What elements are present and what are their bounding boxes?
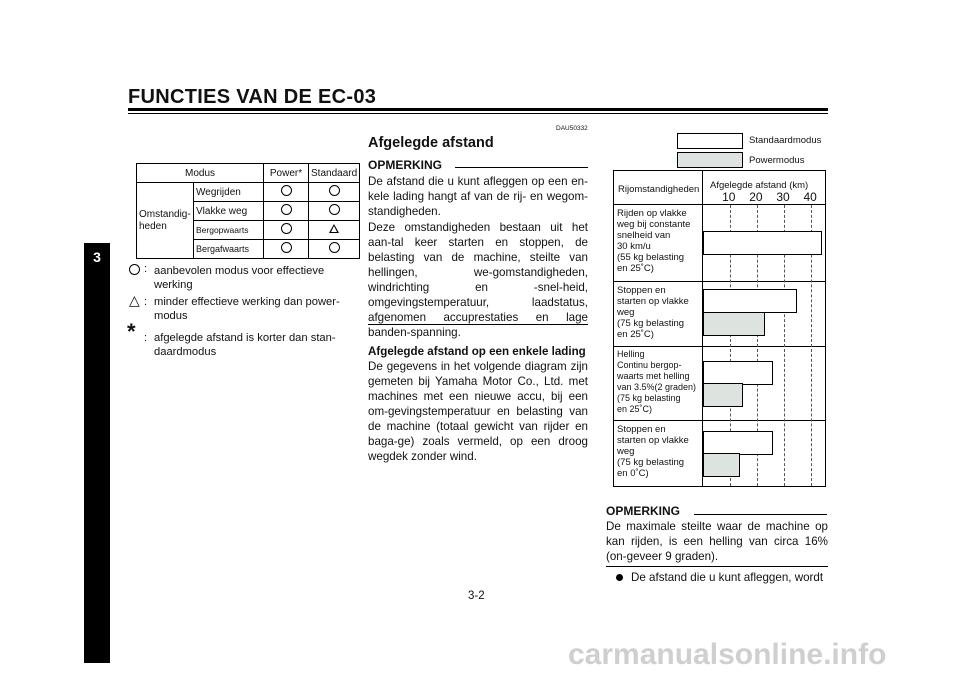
bar-standard <box>703 361 773 385</box>
bar-standard <box>703 231 822 255</box>
title-rule-thin <box>128 113 828 114</box>
conditions-label: Omstandig- heden <box>137 183 194 259</box>
legend-standard-label: Standaardmodus <box>749 135 822 146</box>
circle-icon <box>329 185 340 196</box>
note-rule-2 <box>694 514 827 515</box>
distance-chart <box>613 170 826 487</box>
right-paragraph: De maximale steilte waar de machine op kan rijden, is een helling van circa 16% (on-geveer 9 graden). <box>606 520 828 563</box>
asterisk-icon: * <box>127 319 136 344</box>
chapter-number: 3 <box>93 249 101 265</box>
triangle-icon: △ <box>129 292 140 308</box>
power-header: Power* <box>264 164 309 183</box>
row-line <box>614 420 825 421</box>
circle-icon <box>281 204 292 215</box>
row-label: Bergafwaarts <box>194 240 264 259</box>
bar-power <box>703 312 765 336</box>
paragraph-3: De gegevens in het volgende diagram zijn gemeten bij Yamaha Motor Co., Ltd. met machines met een nieuwe accu, bij een om-gevingstemperatuur en belasting van de machine (totaal gewicht van rijder en baga-ge) zoals vermeld, op een droog wegdek zonder wind. <box>368 360 588 463</box>
section-heading: Afgelegde afstand <box>368 135 494 151</box>
row-line <box>614 346 825 347</box>
circle-icon <box>281 223 292 234</box>
bar-standard <box>703 289 797 313</box>
circle-icon <box>329 204 340 215</box>
subheading: Afgelegde afstand op een enkele lading <box>368 345 586 358</box>
category-label: Stoppen en starten op vlakke weg (75 kg belasting en 0˚C) <box>617 424 689 479</box>
circle-icon <box>281 185 292 196</box>
circle-icon <box>329 242 340 253</box>
paragraph-2: Deze omstandigheden bestaan uit het aan-tal keer starten en stoppen, de belasting van de machine, steilte van hellingen, we-gomstandigheden, windrichting en -snel-heid, omgevingstemperatuur, laadstatus, afgenomen accuprestaties en lage banden-spanning. <box>368 221 588 339</box>
doc-code: DAU50332 <box>556 125 588 132</box>
tick-label: 20 <box>749 190 763 204</box>
circle-icon <box>129 264 140 275</box>
bar-standard <box>703 431 773 455</box>
category-label: Rijden op vlakke weg bij constante snelheid van 30 km/u (55 kg belasting en 25˚C) <box>617 208 691 274</box>
header-line <box>614 204 825 205</box>
legend-standard-swatch <box>677 133 743 149</box>
page-title: FUNCTIES VAN DE EC-03 <box>128 86 377 108</box>
legend-power-label: Powermodus <box>749 155 805 166</box>
category-label: Stoppen en starten op vlakke weg (75 kg belasting en 25˚C) <box>617 285 689 340</box>
row-line <box>614 281 825 282</box>
row-label: Wegrijden <box>194 183 264 202</box>
note-rule <box>455 167 588 168</box>
note-end-rule <box>368 324 588 325</box>
bar-power <box>703 453 740 477</box>
tick-label: 40 <box>803 190 817 204</box>
standard-header: Standaard <box>309 164 360 183</box>
watermark: carmanualsonline.info <box>568 638 887 671</box>
bar-power <box>703 383 743 407</box>
legend-power-swatch <box>677 152 743 168</box>
row-power <box>264 183 309 202</box>
mode-table <box>136 163 360 259</box>
mode-header: Modus <box>137 164 264 183</box>
tick-label: 30 <box>776 190 790 204</box>
category-label: Helling Continu bergop- waarts met helling van 3.5%(2 graden) (75 kg belasting en 25˚C) <box>617 349 697 414</box>
row-header: Rijomstandigheden <box>618 184 700 195</box>
row-label: Bergopwaarts <box>194 221 264 240</box>
col-header: Afgelegde afstand (km) <box>710 180 809 191</box>
note-label: OPMERKING <box>368 158 443 172</box>
title-rule <box>128 108 828 111</box>
triangle-icon <box>329 224 339 233</box>
paragraph-1: De afstand die u kunt afleggen op een en-kele lading hangt af van de rij- en wegom-standigheden. <box>368 175 588 218</box>
row-standard <box>309 183 360 202</box>
circle-icon <box>281 242 292 253</box>
chapter-tab <box>84 243 110 663</box>
bullet-item: De afstand die u kunt afleggen, wordt <box>616 570 823 585</box>
note-label-2: OPMERKING <box>606 504 681 518</box>
page-number: 3-2 <box>468 590 485 602</box>
note-end-rule-2 <box>606 566 828 567</box>
tick-label: 10 <box>722 190 736 204</box>
row-label: Vlakke weg <box>194 202 264 221</box>
